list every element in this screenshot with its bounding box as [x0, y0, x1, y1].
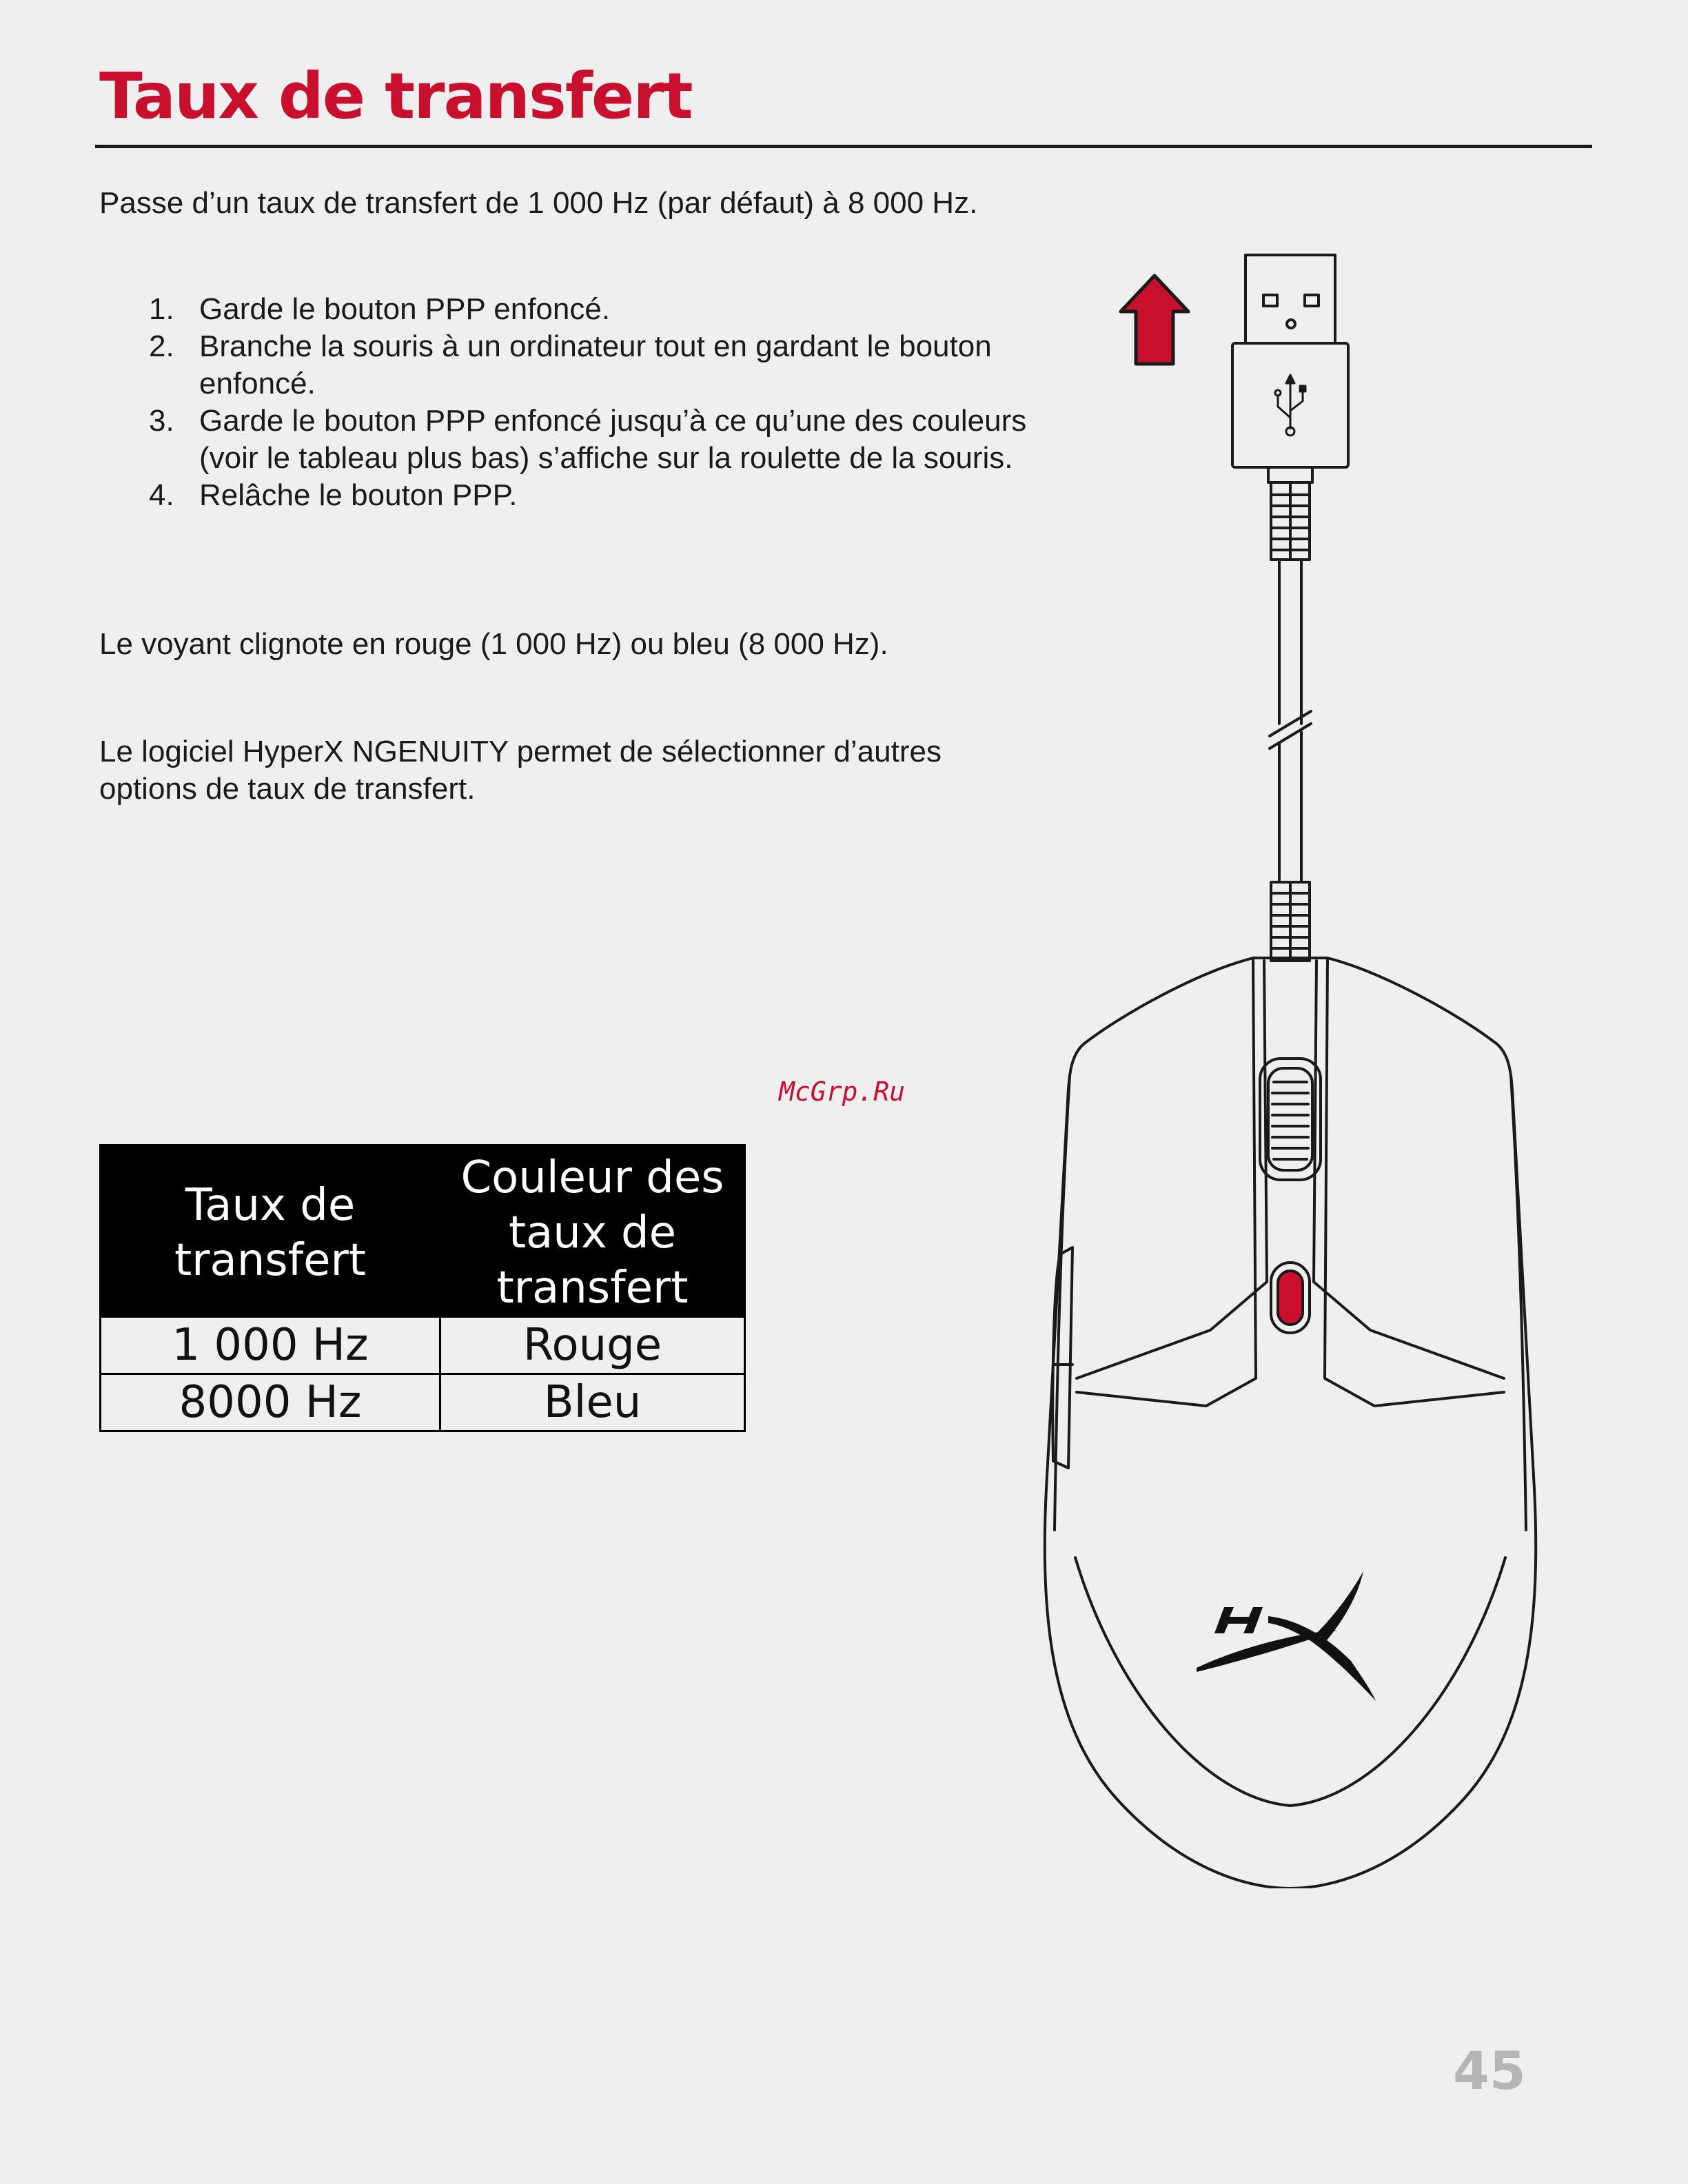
step-number: 4.	[149, 478, 174, 512]
polling-rate-table	[99, 1144, 746, 1432]
watermark: McGrp.Ru	[779, 1076, 906, 1107]
step-item	[99, 402, 1050, 477]
table-cell-color: Rouge	[440, 1317, 745, 1374]
page-title: Taux de transfert	[99, 59, 692, 133]
cable	[1270, 560, 1311, 882]
intro-text: Passe d’un taux de transfert de 1 000 Hz (par défaut) à 8 000 Hz.	[99, 186, 978, 220]
table-cell-rate: 1 000 Hz	[101, 1317, 440, 1374]
cable-strain-relief-top	[1268, 467, 1312, 560]
steps-list	[99, 291, 1050, 514]
table-header-color: Couleur des taux de transfert	[440, 1145, 745, 1317]
mouse-body	[1045, 958, 1536, 1888]
dpi-button	[1271, 1263, 1310, 1333]
usb-connector	[1232, 255, 1348, 467]
step-text: Branche la souris à un ordinateur tout en gardant le bouton enfoncé.	[199, 329, 992, 400]
page-number: 45	[1453, 2040, 1526, 2101]
software-note: Le logiciel HyperX NGENUITY permet de sélectionner d’autres options de taux de transfert.	[99, 735, 942, 806]
step-text: Garde le bouton PPP enfoncé jusqu’à ce qu’une des couleurs (voir le tableau plus bas) s’affiche sur la roulette de la souris.	[199, 404, 1027, 475]
step-item	[99, 291, 1050, 328]
table-row	[101, 1317, 745, 1374]
table-row	[101, 1374, 745, 1431]
table-header-row	[101, 1145, 745, 1317]
title-divider	[95, 145, 1592, 148]
step-item	[99, 328, 1050, 402]
up-arrow-icon	[1121, 276, 1188, 364]
step-text: Relâche le bouton PPP.	[199, 478, 518, 512]
table-cell-color: Bleu	[440, 1374, 745, 1431]
table-cell-rate: 8000 Hz	[101, 1374, 440, 1431]
mouse-illustration	[1034, 248, 1558, 1888]
usb-symbol-icon	[1275, 375, 1305, 436]
blink-note: Le voyant clignote en rouge (1 000 Hz) ou bleu (8 000 Hz).	[99, 627, 888, 661]
step-item	[99, 477, 1050, 514]
step-number: 1.	[149, 292, 174, 326]
cable-strain-relief-bottom	[1271, 882, 1310, 961]
step-text: Garde le bouton PPP enfoncé.	[199, 292, 611, 326]
step-number: 2.	[149, 329, 174, 363]
step-number: 3.	[149, 404, 174, 438]
hyperx-logo	[1197, 1571, 1376, 1701]
table-header-rate: Taux de transfert	[101, 1145, 440, 1317]
